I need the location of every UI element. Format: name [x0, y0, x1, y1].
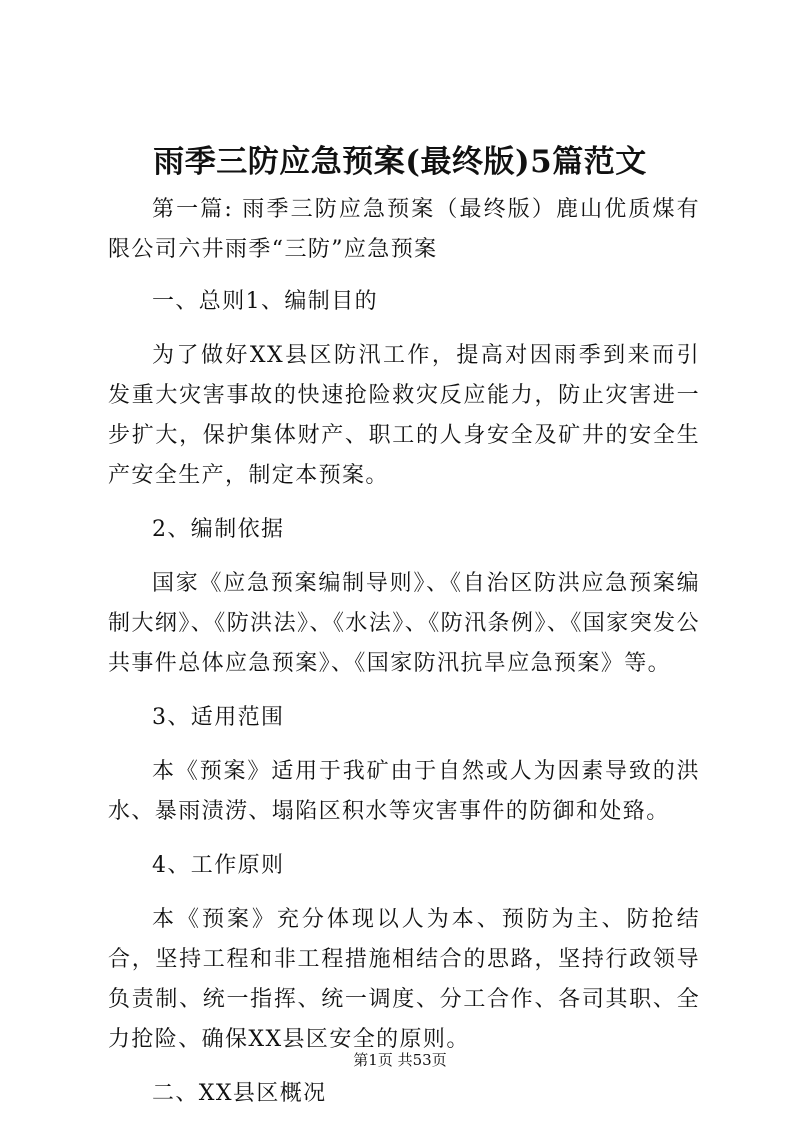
- heading-principles: 4、工作原则: [152, 853, 285, 878]
- document-title: 雨季三防应急预案(最终版)5篇范文: [153, 144, 647, 180]
- paragraph-basis: 国家《应急预案编制导则》、《自治区防洪应急预案编制大纲》、《防洪法》、《水法》、《防汛条例》、《国家突发公共事件总体应急预案》、《国家防汛抗旱应急预案》等。: [108, 571, 700, 676]
- paragraph-purpose: 为了做好XX县区防汛工作，提高对因雨季到来而引发重大灾害事故的快速抢险救灾反应能力，防止灾害进一步扩大，保护集体财产、职工的人身安全及矿井的安全生产安全生产，制定本预案。: [108, 343, 700, 488]
- heading-overview: 二、XX县区概况: [152, 1081, 327, 1106]
- paragraph-principles: 本《预案》充分体现以人为本、预防为主、防抢结合，坚持工程和非工程措施相结合的思路，坚持行政领导负责制、统一指挥、统一调度、分工合作、各司其职、全力抢险、确保XX县区安全的原则。: [108, 907, 700, 1052]
- heading-scope: 3、适用范围: [152, 705, 285, 730]
- paragraph-scope: 本《预案》适用于我矿由于自然或人为因素导致的洪水、暴雨渍涝、塌陷区积水等灾害事件的防御和处臵。: [108, 759, 700, 824]
- paragraph-intro: 第一篇: 雨季三防应急预案（最终版）鹿山优质煤有限公司六井雨季“三防”应急预案: [108, 197, 700, 262]
- heading-basis: 2、编制依据: [152, 517, 285, 542]
- page-number: 第1页 共53页: [353, 1051, 447, 1069]
- document-body: [108, 190, 700, 1128]
- heading-general-purpose: 一、总则1、编制目的: [152, 289, 378, 314]
